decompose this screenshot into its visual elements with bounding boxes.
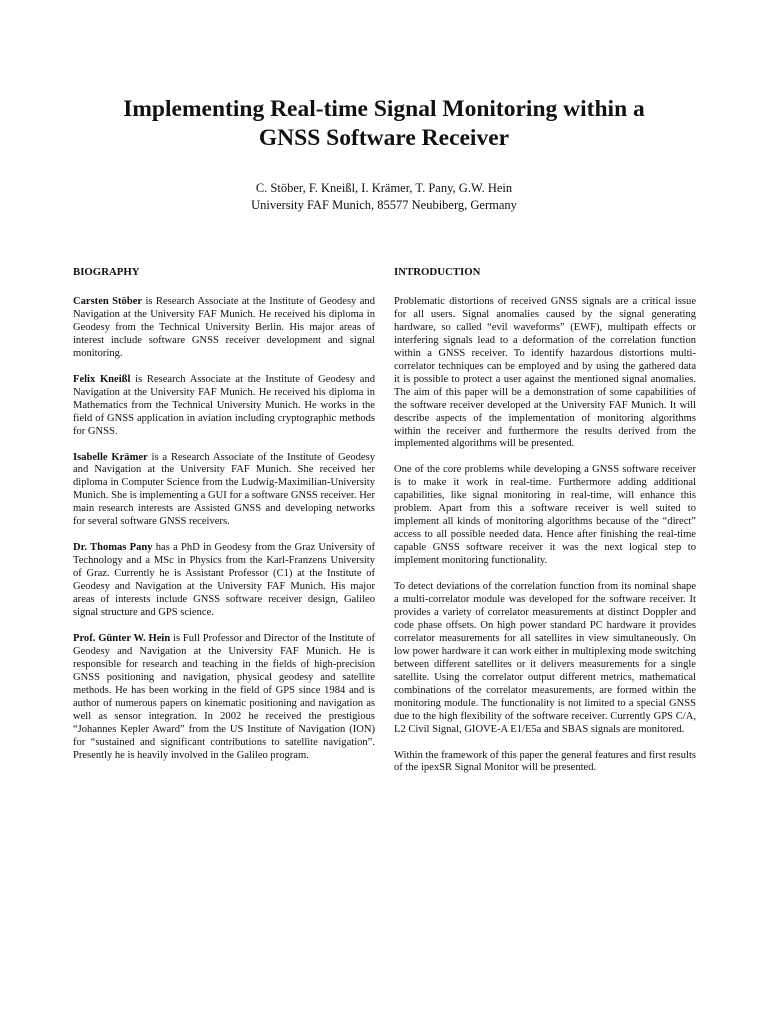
bio-name: Carsten Stöber xyxy=(73,296,143,307)
bio-text: is Research Associate at the Institute of Geodesy and Navigation at the University FAF Munich. He received his diploma in Geodesy from the Technical University Berlin. His major areas of interest include software GNSS receiver development and signal monitoring. xyxy=(73,296,375,359)
intro-paragraph: Within the framework of this paper the general features and first results of the ipexSR Signal Monitor will be presented. xyxy=(394,749,696,774)
bio-entry xyxy=(73,452,375,530)
introduction-column xyxy=(394,265,696,788)
title-line-1: Implementing Real-time Signal Monitoring within a xyxy=(123,96,645,122)
author-block xyxy=(60,180,708,214)
bio-text: has a PhD in Geodesy from the Graz University of Technology and a MSc in Physics from the Karl-Franzens University of Graz. Currently he is Assistant Professor (C1) at the Institute of Geodesy and Navigation at the University FAF Munich. His major areas of interests include GNSS software receiver design, Galileo signal structure and GPS science. xyxy=(73,542,375,619)
bio-entry xyxy=(73,542,375,620)
bio-name: Felix Kneißl xyxy=(73,373,131,385)
author-list: C. Stöber, F. Kneißl, I. Krämer, T. Pany, G.W. Hein xyxy=(255,181,513,195)
intro-paragraph: One of the core problems while developing a GNSS software receiver is to make it work in real-time. Furthermore adding additional capabilities, like signal monitoring in real-time, will enhance this problem. Apart from this a software receiver is well suited to implement all kinds of monitoring algorithms because of the “direct” access to all possible needed data. Hence after finishing the real-time capable GNSS software receiver it was the next logical step to implement monitoring functionality. xyxy=(394,464,696,567)
biography-heading: BIOGRAPHY xyxy=(73,266,140,278)
bio-text: is a Research Associate of the Institute of Geodesy and Navigation at the University FAF Munich. She received her diploma in Computer Science from the Ludwig-Maximilian-University Munich. She is implementing a GUI for a software GNSS receiver. Her main research interests are Assisted GNSS and developing networks for several software GNSS receivers. xyxy=(73,451,375,528)
introduction-heading: INTRODUCTION xyxy=(394,266,481,278)
paper-title xyxy=(60,95,708,153)
biography-column xyxy=(73,265,375,776)
bio-name: Dr. Thomas Pany xyxy=(73,542,153,554)
bio-name: Prof. Günter W. Hein xyxy=(73,632,171,644)
bio-entry xyxy=(73,374,375,439)
bio-name: Isabelle Krämer xyxy=(73,451,148,463)
title-line-2: GNSS Software Receiver xyxy=(258,125,510,151)
bio-entry xyxy=(73,296,375,361)
bio-entry xyxy=(73,633,375,763)
intro-paragraph: To detect deviations of the correlation function from its nominal shape a multi-correlator module was developed for the software receiver. It provides a variety of correlator measurements at distinct Doppler and code phase offsets. On high power standard PC hardware it provides correlator measurements for all satellites in view simultaneously. On low power hardware it can work either in multiplexing mode switching between different satellites or it delivers measurements for a single satellite. Using the correlator output different metrics, mathematical combinations of the correlator measurements, are formed within the monitoring module. The functionality is not limited to a special GNSS due to the high flexibility of the software receiver. Currently GPS C/A, L2 Civil Signal, GIOVE-A E1/E5a and SBAS signals are monitored. xyxy=(394,581,696,735)
affiliation: University FAF Munich, 85577 Neubiberg, Germany xyxy=(251,198,517,212)
bio-text: is Full Professor and Director of the Institute of Geodesy and Navigation at the University FAF Munich. He is responsible for research and teaching in the fields of high-precision GNSS positioning and navigation, physical geodesy and satellite methods. He has been working in the field of GPS since 1984 and is author of numerous papers on kinematic positioning and navigation as well as sensor integration. In 2002 he received the prestigious “Johannes Kepler Award” from the US Institute of Navigation (ION) for “sustained and significant contributions to satellite navigation”. Presently he is heavily involved in the Galileo program. xyxy=(73,632,375,761)
intro-paragraph: Problematic distortions of received GNSS signals are a critical issue for all users. Signal anomalies caused by the signal generating hardware, so called “evil waveforms” (EWF), multipath effects or interfering signals lead to a deformation of the correlation function within a GNSS receiver. To identify hazardous distortions multi-correlator techniques can be employed and by using the gathered data it is possible to protect a user against the mentioned signal anomalies. The aim of this paper will be a demonstration of some capabilities of the software receiver developed at the University FAF Munich. It will describe aspects of the implementation of monitoring algorithms within the receiver and furthermore the results derived from the implemented algorithms will be presented. xyxy=(394,296,696,450)
bio-text: is Research Associate at the Institute of Geodesy and Navigation at the University FAF Munich. He received his diploma in Mathematics from the Technical University Munich. He works in the field of GNSS application in aviation including cryptographic methods for GNSS. xyxy=(73,373,375,437)
